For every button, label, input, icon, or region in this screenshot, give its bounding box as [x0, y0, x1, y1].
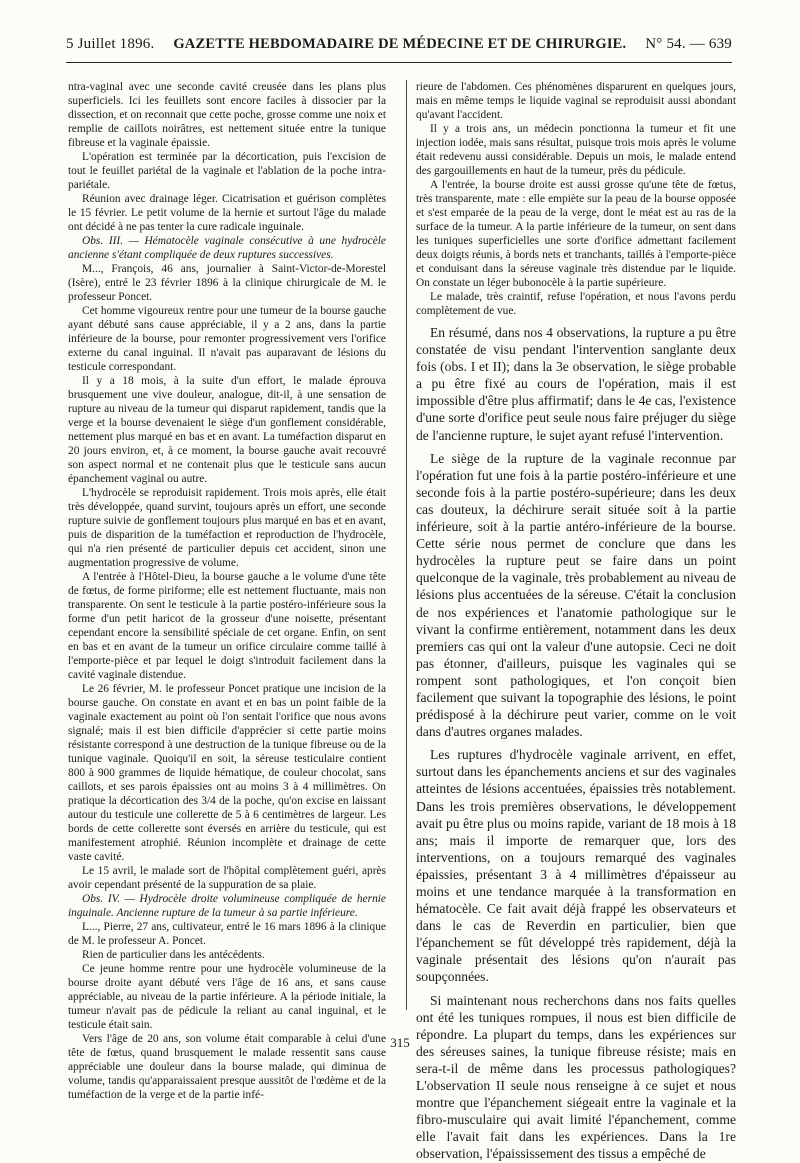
column-divider	[406, 80, 407, 1010]
journal-title: GAZETTE HEBDOMADAIRE DE MÉDECINE ET DE CHIRURGIE.	[173, 36, 627, 52]
left_column-paragraph: ntra-vaginal avec une seconde cavité creusée dans les plans plus superficiels. Ici les feuillets sont encore faciles à dissocier par la dissection, et on reconnait que cette poche, grosse comme une noix et remplie de caillots noirâtres, est nettement située entre la tunique fibreuse et la vaginale épaissie.	[68, 81, 386, 149]
left_column-paragraph: Le 15 avril, le malade sort de l'hôpital complètement guéri, après avoir cependant présenté de la suppuration de sa plaie.	[68, 865, 386, 891]
issue-and-page: N° 54. — 639	[645, 36, 732, 52]
left_column-paragraph: A l'entrée à l'Hôtel-Dieu, la bourse gauche a le volume d'une tête de fœtus, de forme piriforme; elle est nettement fluctuante, mais non transparente. On sent le testicule à la partie postéro-inférieure sous la forme d'un petit haricot de la grosseur d'une noisette, présentant cependant encore la sensibilité spéciale de cet organe. Enfin, on sent en bas et en avant de la tumeur un orifice circulaire comme taillé à l'emporte-pièce et par lequel le doigt s'introduit facilement dans la cavité vaginale distendue.	[68, 571, 386, 681]
page-number: 315	[390, 1035, 410, 1050]
left_column-paragraph: Vers l'âge de 20 ans, son volume était comparable à celui d'une tête de fœtus, quand brusquement le malade ressentit sans cause appréciable une douleur dans la bourse malade, qui diminua de volume, tandis qu'apparaissaient presque aussitôt de l'œdème et de la tuméfaction de la verge et de la partie infé-	[68, 1033, 386, 1101]
left_column-paragraph: L'hydrocèle se reproduisit rapidement. Trois mois après, elle était très développée, quand survint, toujours après un effort, une seconde rupture suivie de gonflement toujours plus marqué en bas et en avant, puis de disparition de la tuméfaction et reproduction de l'hydrocèle, qui n'a rien présenté de particulier depuis cet accident, sinon une augmentation progressive de volume.	[68, 487, 386, 569]
right_column-paragraph: Le malade, très craintif, refuse l'opération, et nous l'avons perdu complètement de vue.	[416, 291, 736, 317]
left_column-paragraph: Cet homme vigoureux rentre pour une tumeur de la bourse gauche ayant débuté sans cause appréciable, il y a 2 ans, dans la partie inférieure de la bourse, pour remonter progressivement vers l'orifice externe du canal inguinal. Il n'avait pas auparavant de lésions du testicule correspondant.	[68, 305, 386, 373]
right_column-paragraph: En résumé, dans nos 4 observations, la rupture a pu être constatée de visu pendant l'intervention sanglante deux fois (obs. I et II); dans la 3e observation, le siège probable a pu être fixé au cours de l'opération, mais il est impossible d'être plus affirmatif; dans le 4e cas, l'existence d'une sorte d'orifice peut seule nous faire préjuger du siège de l'ancienne rupture, le sujet ayant refusé l'intervention.	[416, 325, 736, 443]
left_column-paragraph: Réunion avec drainage léger. Cicatrisation et guérison complètes le 15 février. Le petit volume de la hernie et surtout l'âge du malade ont décidé à ne pas tenter la cure radicale inguinale.	[68, 193, 386, 233]
right_column-paragraph: rieure de l'abdomen. Ces phénomènes disparurent en quelques jours, mais en même temps le liquide vaginal se reproduisit aussi abondant qu'avant l'accident.	[416, 81, 736, 121]
right_column-paragraph: Les ruptures d'hydrocèle vaginale arrivent, en effet, surtout dans les épanchements anciens et sur des vaginales atteintes de lésions accentuées, épaissies très notablement. Dans les trois premières observations, le développement avait pu être plus ou moins rapide, variant de 18 mois à 18 ans; mais il importe de remarquer que, lors des interventions, on a toujours remarqué des vaginales épaissies, présentant 3 à 4 millimètres d'épaisseur au moins et une tendance marquée à la transformation en hématocèle. Ce fait avait déjà frappé les observateurs et dans le cas de Reverdin en particulier, bien que l'épanchement se fût développé très rapidement, déjà la vaginale présentait des lésions qu'on n'aurait pas soupçonnées.	[416, 747, 736, 985]
left_column-paragraph: Rien de particulier dans les antécédents.	[82, 949, 265, 961]
right_column-paragraph: Si maintenant nous recherchons dans nos faits quelles ont été les tuniques rompues, il nous est bien difficile de répondre. La plupart du temps, dans les expériences sur des séreuses saines, la tunique fibreuse résiste; mais en sera-t-il de même dans les processus pathologiques? L'observation II seule nous renseigne à ce sujet et nous montre que l'épanchement siégeait entre la vaginale et la fibro-musculaire qui avait limité l'épanchement, comme elle l'avait fait dans les expériences. Dans la 1re observation, l'épaississement des tissus a empêché de	[416, 992, 736, 1162]
right_column-paragraph: A l'entrée, la bourse droite est aussi grosse qu'une tête de fœtus, très transparente, mate : elle empiète sur la peau de la bourse opposée et s'est emparée de la peau de la verge, dont le méat est au ras de la surface de la tumeur. A la partie inférieure de la tumeur, on sent dans les tuniques superficielles une sorte d'orifice admettant facilement deux doigts réunis, à bords nets et tranchants, taillés à l'emporte-pièce et conduisant dans la séreuse vaginale très distendue par le liquide. On constate un léger bubonocèle à la partie supérieure.	[416, 179, 736, 289]
right-column	[416, 80, 736, 1162]
right_column-paragraph: Il y a trois ans, un médecin ponctionna la tumeur et fit une injection iodée, mais sans résultat, puisque trois mois après le volume était redevenu aussi considérable. Depuis un mois, le malade entend des gargouillements en haut de la tumeur, près du pédicule.	[416, 123, 736, 177]
page-footer	[0, 1035, 800, 1051]
left_column-paragraph: L'opération est terminée par la décortication, puis l'excision de tout le feuillet pariétal de la vaginale et l'ablation de la poche intra-pariétale.	[68, 151, 386, 191]
running-header	[66, 36, 732, 63]
left_column-paragraph: Le 26 février, M. le professeur Poncet pratique une incision de la bourse gauche. On constate en avant et en bas un point faible de la vaginale exactement au point où l'on sentait l'orifice que nous avons signalé; mais il est bien difficile d'apprécier si cette partie moins résistante correspond à une destruction de la tunique fibreuse ou de la tunique vaginale. Quoiqu'il en soit, la séreuse testiculaire contient 800 à 900 grammes de liquide hématique, de couleur chocolat, sans caillots, et ses parois épaissies ont au moins 3 à 4 millimètres. On pratique la décortication des 3/4 de la poche, qu'on excise en laissant autour du testicule une collerette de 5 à 6 centimètres de largeur. Les bords de cette collerette sont éversés en arrière du testicule, qui est manifestement atrophié. Réunion incomplète et drainage de cette vaste cavité.	[68, 683, 386, 863]
header-date: 5 Juillet 1896.	[66, 36, 155, 52]
left_column-paragraph: M..., François, 46 ans, journalier à Saint-Victor-de-Morestel (Isère), entré le 23 février 1896 à la clinique chirurgicale de M. le professeur Poncet.	[68, 263, 386, 303]
left_column-paragraph: Obs. IV. — Hydrocèle droite volumineuse compliquée de hernie inguinale. Ancienne rupture de la tumeur à sa partie inférieure.	[68, 893, 386, 919]
left-column	[68, 80, 386, 1101]
left_column-paragraph: L..., Pierre, 27 ans, cultivateur, entré le 16 mars 1896 à la clinique de M. le professeur A. Poncet.	[68, 921, 386, 947]
left_column-paragraph: Ce jeune homme rentre pour une hydrocèle volumineuse de la bourse droite ayant débuté vers l'âge de 16 ans, et sans cause appréciable, au niveau de la partie inférieure. A la période initiale, la tumeur n'avait pas de pédicule la reliant au canal inguinal, et le testicule était sain.	[68, 963, 386, 1031]
right_column-paragraph: Le siège de la rupture de la vaginale reconnue par l'opération fut une fois à la partie postéro-inférieure et une seconde fois à la partie postéro-supérieure; dans les deux cas douteux, la déchirure serait située soit à la partie inférieure, soit à la partie antéro-inférieure de la bourse. Cette série nous permet de conclure que dans les hydrocèles la rupture peut se faire dans un point quelconque de la vaginale, très probablement au niveau de lésions plus accentuées de la séreuse. C'était la conclusion de nos expériences et l'anatomie pathologique sur le vivant la confirme entièrement, notamment dans les deux premiers cas qui ont la valeur d'une autopsie. Ceci ne doit pas étonner, d'ailleurs, puisque les vaginales qui se rompent sont pathologiques, et l'on conçoit bien facilement que suivant la topographie des lésions, le point prédisposé à la déchirure peut varier, comme on le voit dans d'autres organes malades.	[416, 450, 736, 740]
left_column-paragraph: Il y a 18 mois, à la suite d'un effort, le malade éprouva brusquement une vive douleur, analogue, dit-il, à une sensation de rupture au niveau de la tumeur qui disparut rapidement, tandis que la verge et la bourse devenaient le siège d'un gonflement considérable, nettement plus marqué en bas et en avant. La tuméfaction disparut en 20 jours environ, et, à ce moment, la bourse gauche avait recouvré son aspect normal et ne contenait plus que le testicule sans aucun épanchement vaginal ou autre.	[68, 375, 386, 485]
left_column-paragraph: Obs. III. — Hématocèle vaginale consécutive à une hydrocèle ancienne s'étant compliquée de deux ruptures successives.	[68, 235, 386, 261]
